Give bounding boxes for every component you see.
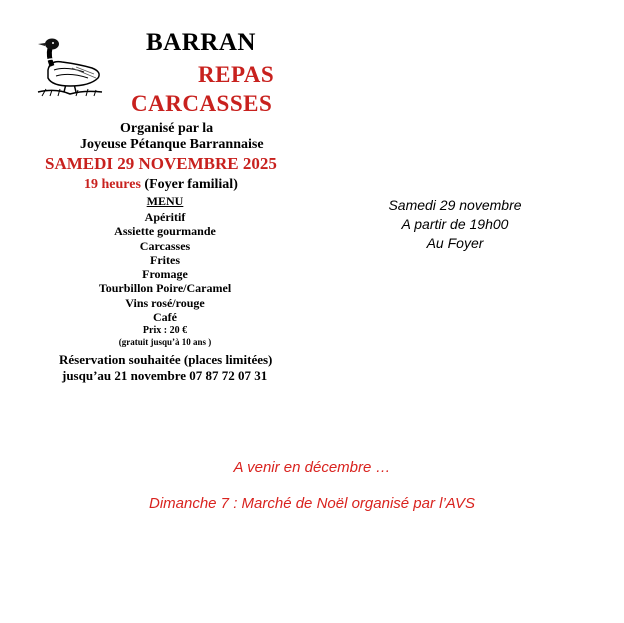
event-summary — [360, 196, 550, 253]
upcoming-event: Dimanche 7 : Marché de Noël organisé par l’AVS — [148, 495, 475, 512]
menu-title: MENU — [146, 194, 184, 208]
club-name: Joyeuse Pétanque Barrannaise — [80, 137, 264, 152]
event-place: (Foyer familial) — [140, 177, 238, 192]
menu-item: Tourbillon Poire/Caramel — [98, 281, 232, 296]
menu-list — [40, 210, 290, 324]
summary-date: Samedi 29 novembre — [388, 197, 522, 213]
menu-item: Fromage — [142, 267, 188, 282]
price: Prix : 20 € — [142, 325, 188, 337]
free-note: (gratuit jusqu’à 10 ans ) — [118, 337, 212, 348]
event-time-place — [84, 177, 238, 193]
summary-time: A partir de 19h00 — [401, 216, 509, 232]
reservation-deadline-phone: jusqu’au 21 novembre 07 87 72 07 31 — [62, 368, 268, 383]
event-date: SAMEDI 29 NOVEMBRE 2025 — [45, 154, 277, 173]
menu-item: Apéritif — [144, 210, 186, 224]
menu-item: Frites — [150, 252, 180, 267]
duck-icon — [36, 34, 104, 100]
title-carcasses: CARCASSES — [131, 91, 273, 116]
menu-item: Assiette gourmande — [114, 224, 216, 239]
event-time: 19 heures — [84, 177, 141, 192]
upcoming-heading: A venir en décembre … — [233, 459, 391, 476]
reservation-note: Réservation souhaitée (places limitées) — [59, 352, 273, 367]
town-name: BARRAN — [146, 29, 256, 56]
menu — [40, 194, 290, 348]
organised-by: Organisé par la — [120, 121, 214, 136]
title-repas: REPAS — [198, 62, 275, 87]
summary-place: Au Foyer — [426, 235, 484, 251]
menu-item: Vins rosé/rouge — [125, 295, 205, 310]
menu-item: Café — [153, 310, 177, 325]
menu-item: Carcasses — [139, 238, 191, 253]
